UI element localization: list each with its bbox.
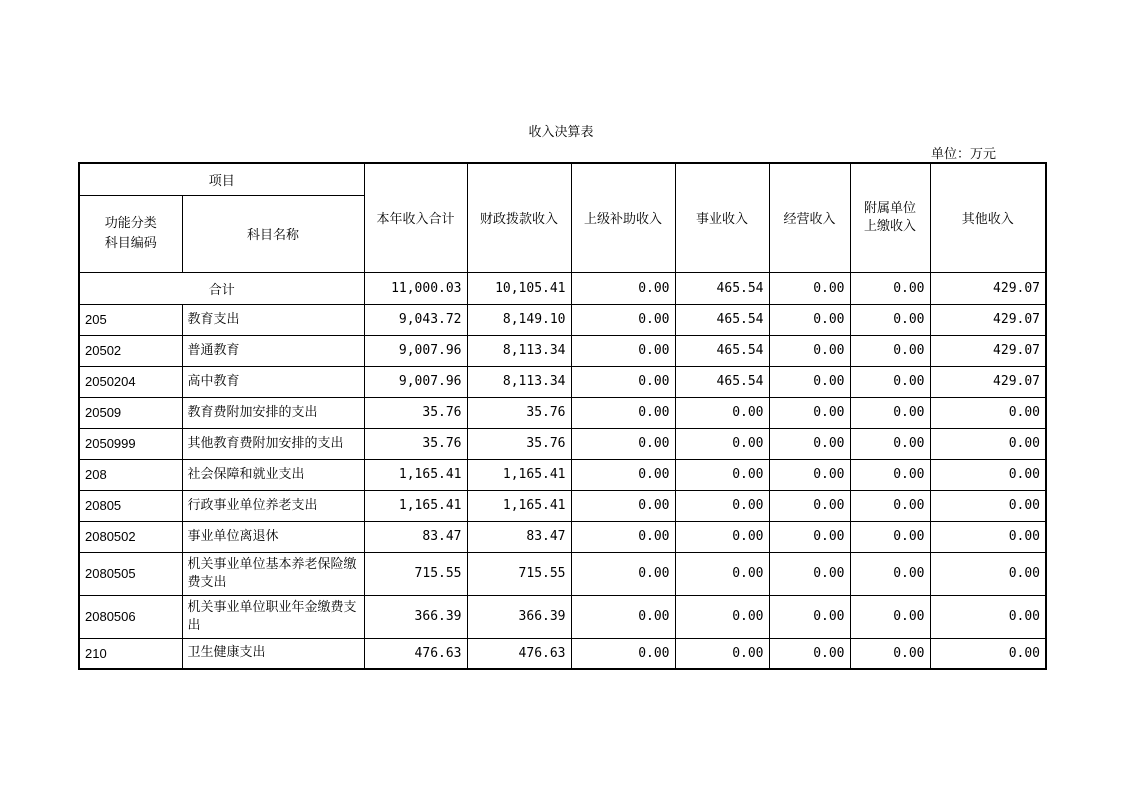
row-value: 0.00: [850, 335, 930, 366]
row-value: 83.47: [364, 521, 467, 552]
page-title: 收入决算表: [528, 125, 594, 140]
total-value: 465.54: [675, 272, 769, 304]
row-value: 476.63: [467, 638, 571, 669]
table-row: [79, 552, 1046, 595]
unit-label: 单位：万元: [931, 147, 997, 162]
row-code: 208: [79, 459, 182, 490]
table-row: [79, 397, 1046, 428]
row-value: 1,165.41: [467, 490, 571, 521]
row-code: 2080502: [79, 521, 182, 552]
row-value: 0.00: [571, 335, 675, 366]
row-value: 0.00: [769, 397, 850, 428]
total-row: [79, 272, 1046, 304]
row-value: 0.00: [769, 459, 850, 490]
row-value: 0.00: [769, 595, 850, 638]
row-value: 0.00: [930, 638, 1046, 669]
row-value: 9,007.96: [364, 335, 467, 366]
row-value: 35.76: [467, 397, 571, 428]
row-name: 机关事业单位基本养老保险缴费支出: [182, 552, 364, 595]
row-value: 366.39: [467, 595, 571, 638]
row-value: 35.76: [467, 428, 571, 459]
header-col-2: 上级补助收入: [571, 163, 675, 272]
table-row: [79, 638, 1046, 669]
row-name: 行政事业单位养老支出: [182, 490, 364, 521]
table-row: [79, 304, 1046, 335]
row-value: 0.00: [571, 397, 675, 428]
row-name: 机关事业单位职业年金缴费支出: [182, 595, 364, 638]
total-value: 10,105.41: [467, 272, 571, 304]
row-value: 0.00: [769, 638, 850, 669]
row-value: 0.00: [675, 459, 769, 490]
row-value: 0.00: [571, 638, 675, 669]
header-col-6: 其他收入: [930, 163, 1046, 272]
total-value: 0.00: [769, 272, 850, 304]
row-value: 8,149.10: [467, 304, 571, 335]
row-value: 366.39: [364, 595, 467, 638]
total-label: 合计: [79, 272, 364, 304]
row-value: 0.00: [571, 366, 675, 397]
row-value: 0.00: [769, 521, 850, 552]
row-code: 20509: [79, 397, 182, 428]
row-name: 事业单位离退休: [182, 521, 364, 552]
row-value: 0.00: [930, 521, 1046, 552]
row-value: 0.00: [850, 397, 930, 428]
row-value: 476.63: [364, 638, 467, 669]
total-value: 0.00: [850, 272, 930, 304]
row-value: 0.00: [930, 428, 1046, 459]
table-row: [79, 428, 1046, 459]
row-value: 9,043.72: [364, 304, 467, 335]
header-col-5: 附属单位 上缴收入: [850, 163, 930, 272]
header-col-4: 经营收入: [769, 163, 850, 272]
row-code: 2080505: [79, 552, 182, 595]
table-row: [79, 595, 1046, 638]
row-value: 465.54: [675, 366, 769, 397]
row-value: 0.00: [571, 552, 675, 595]
row-value: 0.00: [769, 335, 850, 366]
table-row: [79, 490, 1046, 521]
row-name: 高中教育: [182, 366, 364, 397]
row-value: 0.00: [850, 595, 930, 638]
row-value: 0.00: [850, 521, 930, 552]
row-name: 卫生健康支出: [182, 638, 364, 669]
table-row: [79, 521, 1046, 552]
row-value: 0.00: [930, 552, 1046, 595]
table-row: [79, 335, 1046, 366]
row-value: 0.00: [850, 459, 930, 490]
row-value: 715.55: [364, 552, 467, 595]
header-project: 项目: [79, 163, 364, 195]
row-value: 0.00: [675, 397, 769, 428]
row-code: 2050204: [79, 366, 182, 397]
row-value: 1,165.41: [364, 490, 467, 521]
row-value: 1,165.41: [467, 459, 571, 490]
row-value: 429.07: [930, 304, 1046, 335]
row-code: 205: [79, 304, 182, 335]
row-value: 0.00: [769, 552, 850, 595]
header-col-0: 本年收入合计: [364, 163, 467, 272]
row-value: 0.00: [675, 521, 769, 552]
row-value: 0.00: [850, 638, 930, 669]
row-value: 465.54: [675, 304, 769, 335]
header-col-1: 财政拨款收入: [467, 163, 571, 272]
row-value: 0.00: [930, 397, 1046, 428]
row-value: 0.00: [930, 490, 1046, 521]
row-value: 0.00: [571, 490, 675, 521]
row-name: 其他教育费附加安排的支出: [182, 428, 364, 459]
row-value: 0.00: [675, 552, 769, 595]
row-value: 0.00: [675, 490, 769, 521]
header-col-3: 事业收入: [675, 163, 769, 272]
row-code: 210: [79, 638, 182, 669]
row-value: 0.00: [769, 366, 850, 397]
row-name: 普通教育: [182, 335, 364, 366]
row-value: 0.00: [571, 459, 675, 490]
row-value: 715.55: [467, 552, 571, 595]
income-table: [78, 162, 1047, 670]
row-value: 429.07: [930, 335, 1046, 366]
row-name: 教育支出: [182, 304, 364, 335]
table-row: [79, 459, 1046, 490]
row-value: 0.00: [850, 552, 930, 595]
header-name: 科目名称: [182, 195, 364, 272]
row-value: 0.00: [675, 428, 769, 459]
row-value: 465.54: [675, 335, 769, 366]
row-value: 0.00: [571, 304, 675, 335]
row-value: 0.00: [571, 521, 675, 552]
total-value: 0.00: [571, 272, 675, 304]
row-value: 0.00: [930, 595, 1046, 638]
row-value: 83.47: [467, 521, 571, 552]
row-value: 35.76: [364, 428, 467, 459]
row-code: 2080506: [79, 595, 182, 638]
row-value: 0.00: [571, 428, 675, 459]
row-value: 0.00: [571, 595, 675, 638]
row-code: 20502: [79, 335, 182, 366]
row-value: 0.00: [675, 595, 769, 638]
row-code: 20805: [79, 490, 182, 521]
total-value: 429.07: [930, 272, 1046, 304]
row-value: 1,165.41: [364, 459, 467, 490]
header-code: 功能分类 科目编码: [79, 195, 182, 272]
row-value: 0.00: [769, 304, 850, 335]
row-code: 2050999: [79, 428, 182, 459]
row-name: 社会保障和就业支出: [182, 459, 364, 490]
total-value: 11,000.03: [364, 272, 467, 304]
row-value: 0.00: [930, 459, 1046, 490]
row-value: 0.00: [850, 428, 930, 459]
row-name: 教育费附加安排的支出: [182, 397, 364, 428]
row-value: 0.00: [769, 490, 850, 521]
row-value: 9,007.96: [364, 366, 467, 397]
table-row: [79, 366, 1046, 397]
row-value: 8,113.34: [467, 335, 571, 366]
row-value: 0.00: [675, 638, 769, 669]
row-value: 0.00: [850, 490, 930, 521]
row-value: 0.00: [769, 428, 850, 459]
row-value: 8,113.34: [467, 366, 571, 397]
row-value: 35.76: [364, 397, 467, 428]
row-value: 0.00: [850, 366, 930, 397]
row-value: 0.00: [850, 304, 930, 335]
row-value: 429.07: [930, 366, 1046, 397]
